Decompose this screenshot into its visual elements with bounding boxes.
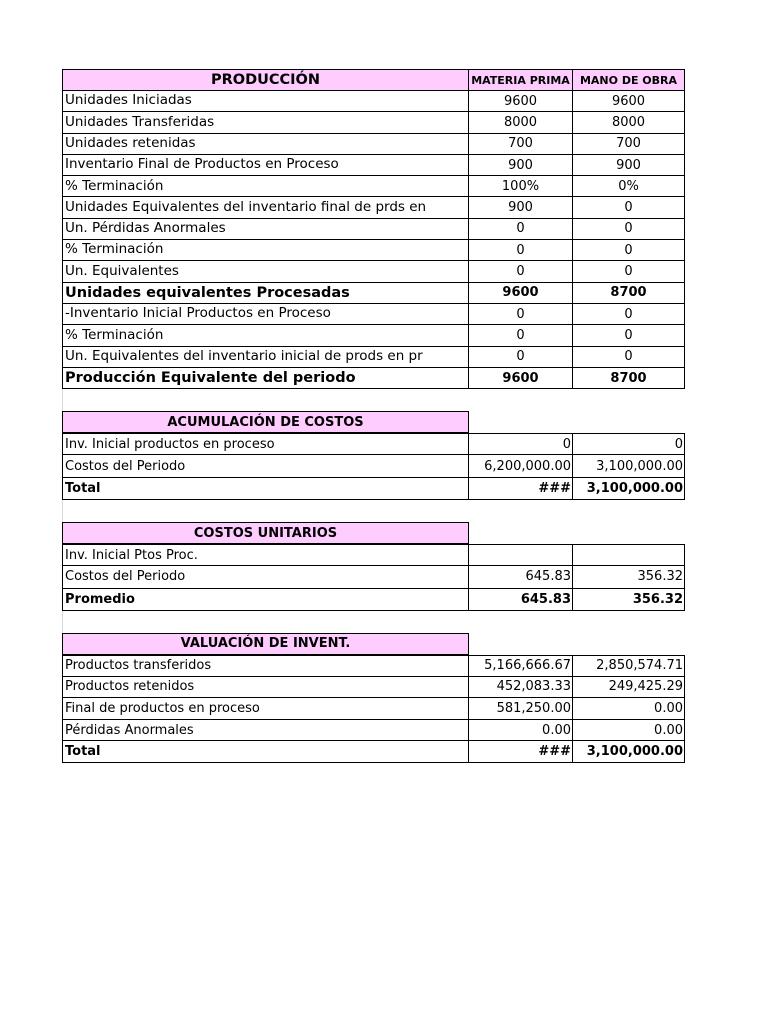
produccion-row-label[interactable]: Inventario Final de Productos en Proceso <box>62 155 469 176</box>
acumulacion-row-materia-prima[interactable]: ### <box>469 478 573 500</box>
produccion-row-materia-prima[interactable]: 0 <box>469 347 573 368</box>
valuacion-row <box>62 720 685 742</box>
produccion-row-mano-de-obra[interactable]: 0 <box>573 197 685 218</box>
valuacion-row <box>62 741 685 763</box>
acumulacion-row-mano-de-obra[interactable]: 3,100,000.00 <box>573 455 685 477</box>
spacer <box>62 500 685 522</box>
valuacion-row-mano-de-obra[interactable]: 0.00 <box>573 720 685 742</box>
header-mano-de-obra-text: MANO DE OBRA <box>579 73 678 87</box>
produccion-row-label[interactable]: Un. Equivalentes del inventario inicial de prods en pr <box>62 347 469 368</box>
produccion-row-label[interactable]: Unidades equivalentes Procesadas <box>62 283 469 304</box>
produccion-row-materia-prima[interactable]: 900 <box>469 197 573 218</box>
valuacion-row <box>62 655 685 677</box>
valuacion-row <box>62 677 685 699</box>
produccion-title[interactable]: PRODUCCIÓN <box>62 69 469 91</box>
valuacion-header-row <box>62 633 685 655</box>
unitarios-row-mano-de-obra[interactable]: 356.32 <box>573 589 685 611</box>
valuacion-row-label[interactable]: Productos transferidos <box>62 655 469 677</box>
unitarios-row-materia-prima[interactable]: 645.83 <box>469 589 573 611</box>
produccion-row-mano-de-obra[interactable]: 0% <box>573 176 685 197</box>
valuacion-row-label[interactable]: Total <box>62 741 469 763</box>
produccion-row-mano-de-obra[interactable]: 9600 <box>573 91 685 112</box>
produccion-row <box>62 283 685 304</box>
header-materia-prima-text: MATERIA PRIMA <box>471 73 570 87</box>
header-mano-de-obra[interactable] <box>573 69 685 91</box>
produccion-row-materia-prima[interactable]: 700 <box>469 134 573 155</box>
produccion-row-materia-prima[interactable]: 9600 <box>469 368 573 389</box>
produccion-row-materia-prima[interactable]: 900 <box>469 155 573 176</box>
produccion-row-label[interactable]: % Terminación <box>62 325 469 346</box>
acumulacion-row-label[interactable]: Costos del Periodo <box>62 455 469 477</box>
valuacion-row-label[interactable]: Productos retenidos <box>62 677 469 699</box>
spreadsheet <box>62 69 685 763</box>
produccion-row-mano-de-obra[interactable]: 0 <box>573 261 685 282</box>
unitarios-rows <box>62 544 685 611</box>
produccion-row <box>62 112 685 133</box>
produccion-row <box>62 134 685 155</box>
produccion-row <box>62 176 685 197</box>
produccion-row <box>62 261 685 282</box>
unitarios-row-materia-prima[interactable] <box>469 544 573 566</box>
valuacion-row-label[interactable]: Final de productos en proceso <box>62 698 469 720</box>
produccion-row <box>62 347 685 368</box>
produccion-row-materia-prima[interactable]: 0 <box>469 240 573 261</box>
unitarios-title[interactable]: COSTOS UNITARIOS <box>62 522 469 544</box>
produccion-row-mano-de-obra[interactable]: 8700 <box>573 283 685 304</box>
produccion-row <box>62 368 685 389</box>
produccion-row-materia-prima[interactable]: 9600 <box>469 91 573 112</box>
produccion-row-label[interactable]: Unidades Equivalentes del inventario final de prds en <box>62 197 469 218</box>
acumulacion-row-materia-prima[interactable]: 0 <box>469 433 573 455</box>
spacer <box>62 611 685 633</box>
produccion-row-label[interactable]: Unidades retenidas <box>62 134 469 155</box>
valuacion-row-materia-prima[interactable]: ### <box>469 741 573 763</box>
produccion-row-mano-de-obra[interactable]: 0 <box>573 240 685 261</box>
produccion-row <box>62 155 685 176</box>
acumulacion-row-mano-de-obra[interactable]: 3,100,000.00 <box>573 478 685 500</box>
acumulacion-rows <box>62 433 685 500</box>
produccion-row-mano-de-obra[interactable]: 700 <box>573 134 685 155</box>
valuacion-title[interactable]: VALUACIÓN DE INVENT. <box>62 633 469 655</box>
unitarios-table <box>62 522 685 611</box>
valuacion-row-mano-de-obra[interactable]: 3,100,000.00 <box>573 741 685 763</box>
unitarios-row-materia-prima[interactable]: 645.83 <box>469 566 573 588</box>
produccion-row-materia-prima[interactable]: 0 <box>469 261 573 282</box>
produccion-row-label[interactable]: % Terminación <box>62 176 469 197</box>
produccion-row <box>62 325 685 346</box>
valuacion-row-materia-prima[interactable]: 5,166,666.67 <box>469 655 573 677</box>
acumulacion-row-label[interactable]: Total <box>62 478 469 500</box>
header-materia-prima[interactable] <box>469 69 573 91</box>
produccion-row-mano-de-obra[interactable]: 0 <box>573 325 685 346</box>
produccion-row-materia-prima[interactable]: 0 <box>469 219 573 240</box>
acumulacion-row-materia-prima[interactable]: 6,200,000.00 <box>469 455 573 477</box>
unitarios-header-row <box>62 522 685 544</box>
valuacion-table <box>62 633 685 763</box>
acumulacion-row-mano-de-obra[interactable]: 0 <box>573 433 685 455</box>
produccion-row-materia-prima[interactable]: 100% <box>469 176 573 197</box>
acumulacion-row <box>62 433 685 455</box>
produccion-row-label[interactable]: -Inventario Inicial Productos en Proceso <box>62 304 469 325</box>
produccion-row <box>62 197 685 218</box>
produccion-row-mano-de-obra[interactable]: 0 <box>573 219 685 240</box>
spacer <box>62 389 685 411</box>
unitarios-row-label[interactable]: Promedio <box>62 589 469 611</box>
produccion-row <box>62 91 685 112</box>
valuacion-rows <box>62 655 685 763</box>
produccion-row-label[interactable]: Unidades Transferidas <box>62 112 469 133</box>
produccion-row-mano-de-obra[interactable]: 8700 <box>573 368 685 389</box>
produccion-row-materia-prima[interactable]: 0 <box>469 304 573 325</box>
valuacion-row-materia-prima[interactable]: 0.00 <box>469 720 573 742</box>
unitarios-row-label[interactable]: Costos del Periodo <box>62 566 469 588</box>
produccion-row-mano-de-obra[interactable]: 0 <box>573 304 685 325</box>
produccion-row-label[interactable]: % Terminación <box>62 240 469 261</box>
valuacion-row-label[interactable]: Pérdidas Anormales <box>62 720 469 742</box>
valuacion-row-materia-prima[interactable]: 452,083.33 <box>469 677 573 699</box>
produccion-rows <box>62 91 685 389</box>
produccion-row-mano-de-obra[interactable]: 900 <box>573 155 685 176</box>
produccion-row-label[interactable]: Unidades Iniciadas <box>62 91 469 112</box>
produccion-row-label[interactable]: Un. Pérdidas Anormales <box>62 219 469 240</box>
produccion-row-label[interactable]: Producción Equivalente del periodo <box>62 368 469 389</box>
produccion-row <box>62 219 685 240</box>
unitarios-row <box>62 544 685 566</box>
valuacion-row-materia-prima[interactable]: 581,250.00 <box>469 698 573 720</box>
produccion-header-row <box>62 69 685 91</box>
unitarios-row <box>62 566 685 588</box>
produccion-row <box>62 240 685 261</box>
produccion-row-mano-de-obra[interactable]: 8000 <box>573 112 685 133</box>
produccion-row-materia-prima[interactable]: 0 <box>469 325 573 346</box>
unitarios-row <box>62 589 685 611</box>
acumulacion-header-row <box>62 411 685 433</box>
produccion-row-materia-prima[interactable]: 8000 <box>469 112 573 133</box>
produccion-row-label[interactable]: Un. Equivalentes <box>62 261 469 282</box>
produccion-row <box>62 304 685 325</box>
acumulacion-row <box>62 478 685 500</box>
produccion-row-mano-de-obra[interactable]: 0 <box>573 347 685 368</box>
valuacion-row-mano-de-obra[interactable]: 0.00 <box>573 698 685 720</box>
acumulacion-table <box>62 411 685 500</box>
unitarios-row-label[interactable]: Inv. Inicial Ptos Proc. <box>62 544 469 566</box>
unitarios-row-mano-de-obra[interactable]: 356.32 <box>573 566 685 588</box>
valuacion-row-mano-de-obra[interactable]: 249,425.29 <box>573 677 685 699</box>
produccion-table <box>62 69 685 389</box>
valuacion-row <box>62 698 685 720</box>
acumulacion-row-label[interactable]: Inv. Inicial productos en proceso <box>62 433 469 455</box>
valuacion-row-mano-de-obra[interactable]: 2,850,574.71 <box>573 655 685 677</box>
acumulacion-row <box>62 455 685 477</box>
produccion-row-materia-prima[interactable]: 9600 <box>469 283 573 304</box>
unitarios-row-mano-de-obra[interactable] <box>573 544 685 566</box>
acumulacion-title[interactable]: ACUMULACIÓN DE COSTOS <box>62 411 469 433</box>
